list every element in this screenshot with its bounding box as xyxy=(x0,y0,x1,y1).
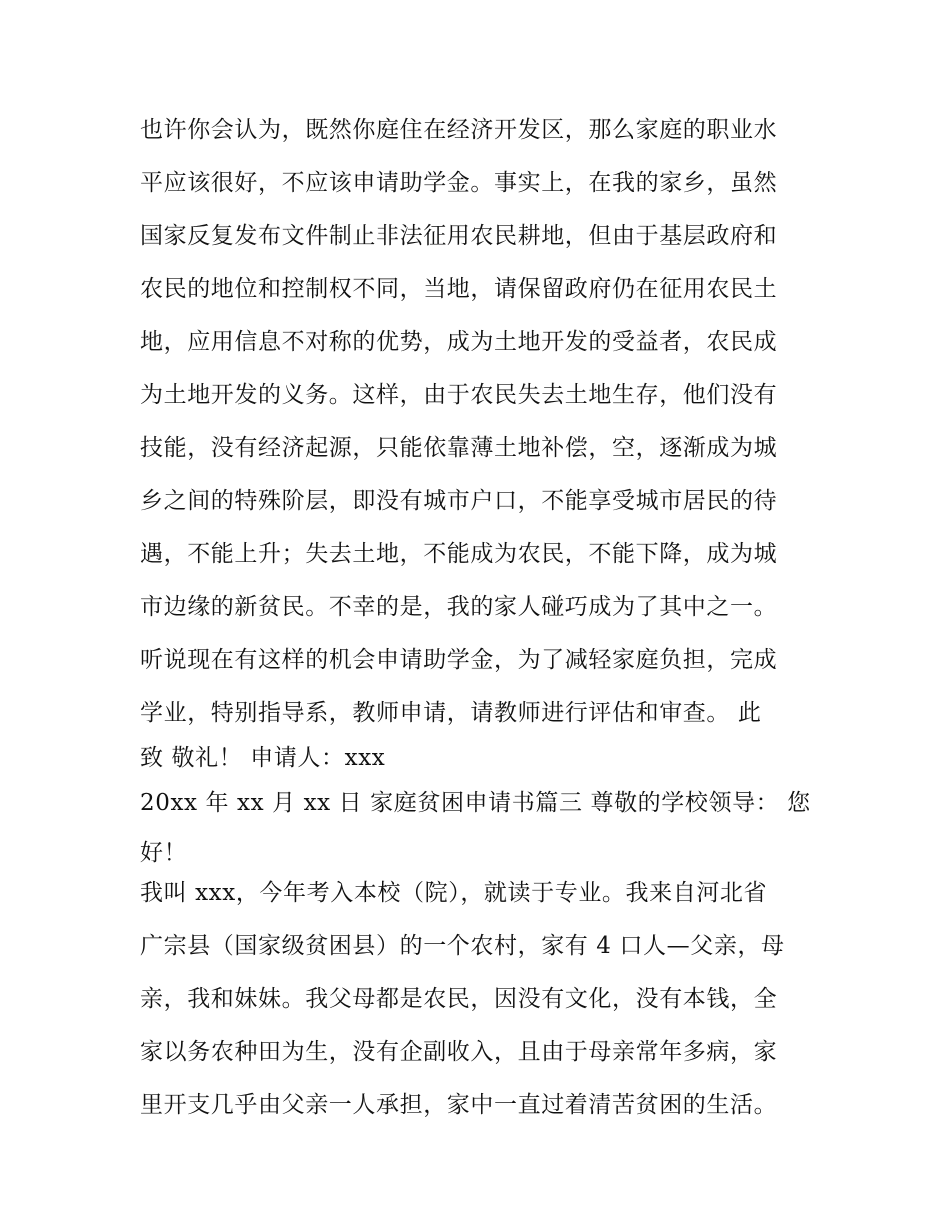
text-line-11: 听说现在有这样的机会申请助学金，为了减轻家庭负担，完成 xyxy=(140,647,778,673)
text-line-5: 地，应用信息不对称的优势，成为土地开发的受益者，农民成 xyxy=(140,329,778,355)
text-line-20: 里开支几乎由父亲一人承担，家中一直过着清苦贫困的生活。 xyxy=(140,1092,778,1118)
text-line-13: 致 敬礼！ 申请人：xxx xyxy=(140,745,386,771)
text-line-1: 也许你会认为，既然你庭住在经济开发区，那么家庭的职业水 xyxy=(140,117,778,143)
text-line-6: 为土地开发的义务。这样，由于农民失去土地生存，他们没有 xyxy=(140,382,778,408)
text-line-4: 农民的地位和控制权不同，当地，请保留政府仍在征用农民土 xyxy=(140,276,778,302)
text-line-12: 学业，特别指导系，教师申请，请教师进行评估和审查。 此 xyxy=(140,700,762,726)
text-line-14: 20xx 年 xx 月 xx 日 家庭贫困申请书篇三 尊敬的学校领导： 您 xyxy=(140,790,811,816)
text-line-2: 平应该很好，不应该申请助学金。事实上，在我的家乡，虽然 xyxy=(140,170,778,196)
text-line-10: 市边缘的新贫民。不幸的是，我的家人碰巧成为了其中之一。 xyxy=(140,594,778,620)
text-line-19: 家以务农种田为生，没有企副收入，且由于母亲常年多病，家 xyxy=(140,1039,778,1065)
text-line-18: 亲，我和妹妹。我父母都是农民，因没有文化，没有本钱，全 xyxy=(140,986,778,1012)
text-line-17: 广宗县（国家级贫困县）的一个农村，家有 4 口人—父亲，母 xyxy=(140,933,785,959)
text-line-7: 技能，没有经济起源，只能依靠薄土地补偿，空，逐渐成为城 xyxy=(140,435,778,461)
text-line-16: 我叫 xxx，今年考入本校（院），就读于专业。我来自河北省 xyxy=(140,880,768,906)
text-line-8: 乡之间的特殊阶层，即没有城市户口，不能享受城市居民的待 xyxy=(140,488,778,514)
text-line-3: 国家反复发布文件制止非法征用农民耕地，但由于基层政府和 xyxy=(140,223,778,249)
text-line-15: 好！ xyxy=(140,840,188,866)
text-line-9: 遇，不能上升；失去土地，不能成为农民，不能下降，成为城 xyxy=(140,541,778,567)
